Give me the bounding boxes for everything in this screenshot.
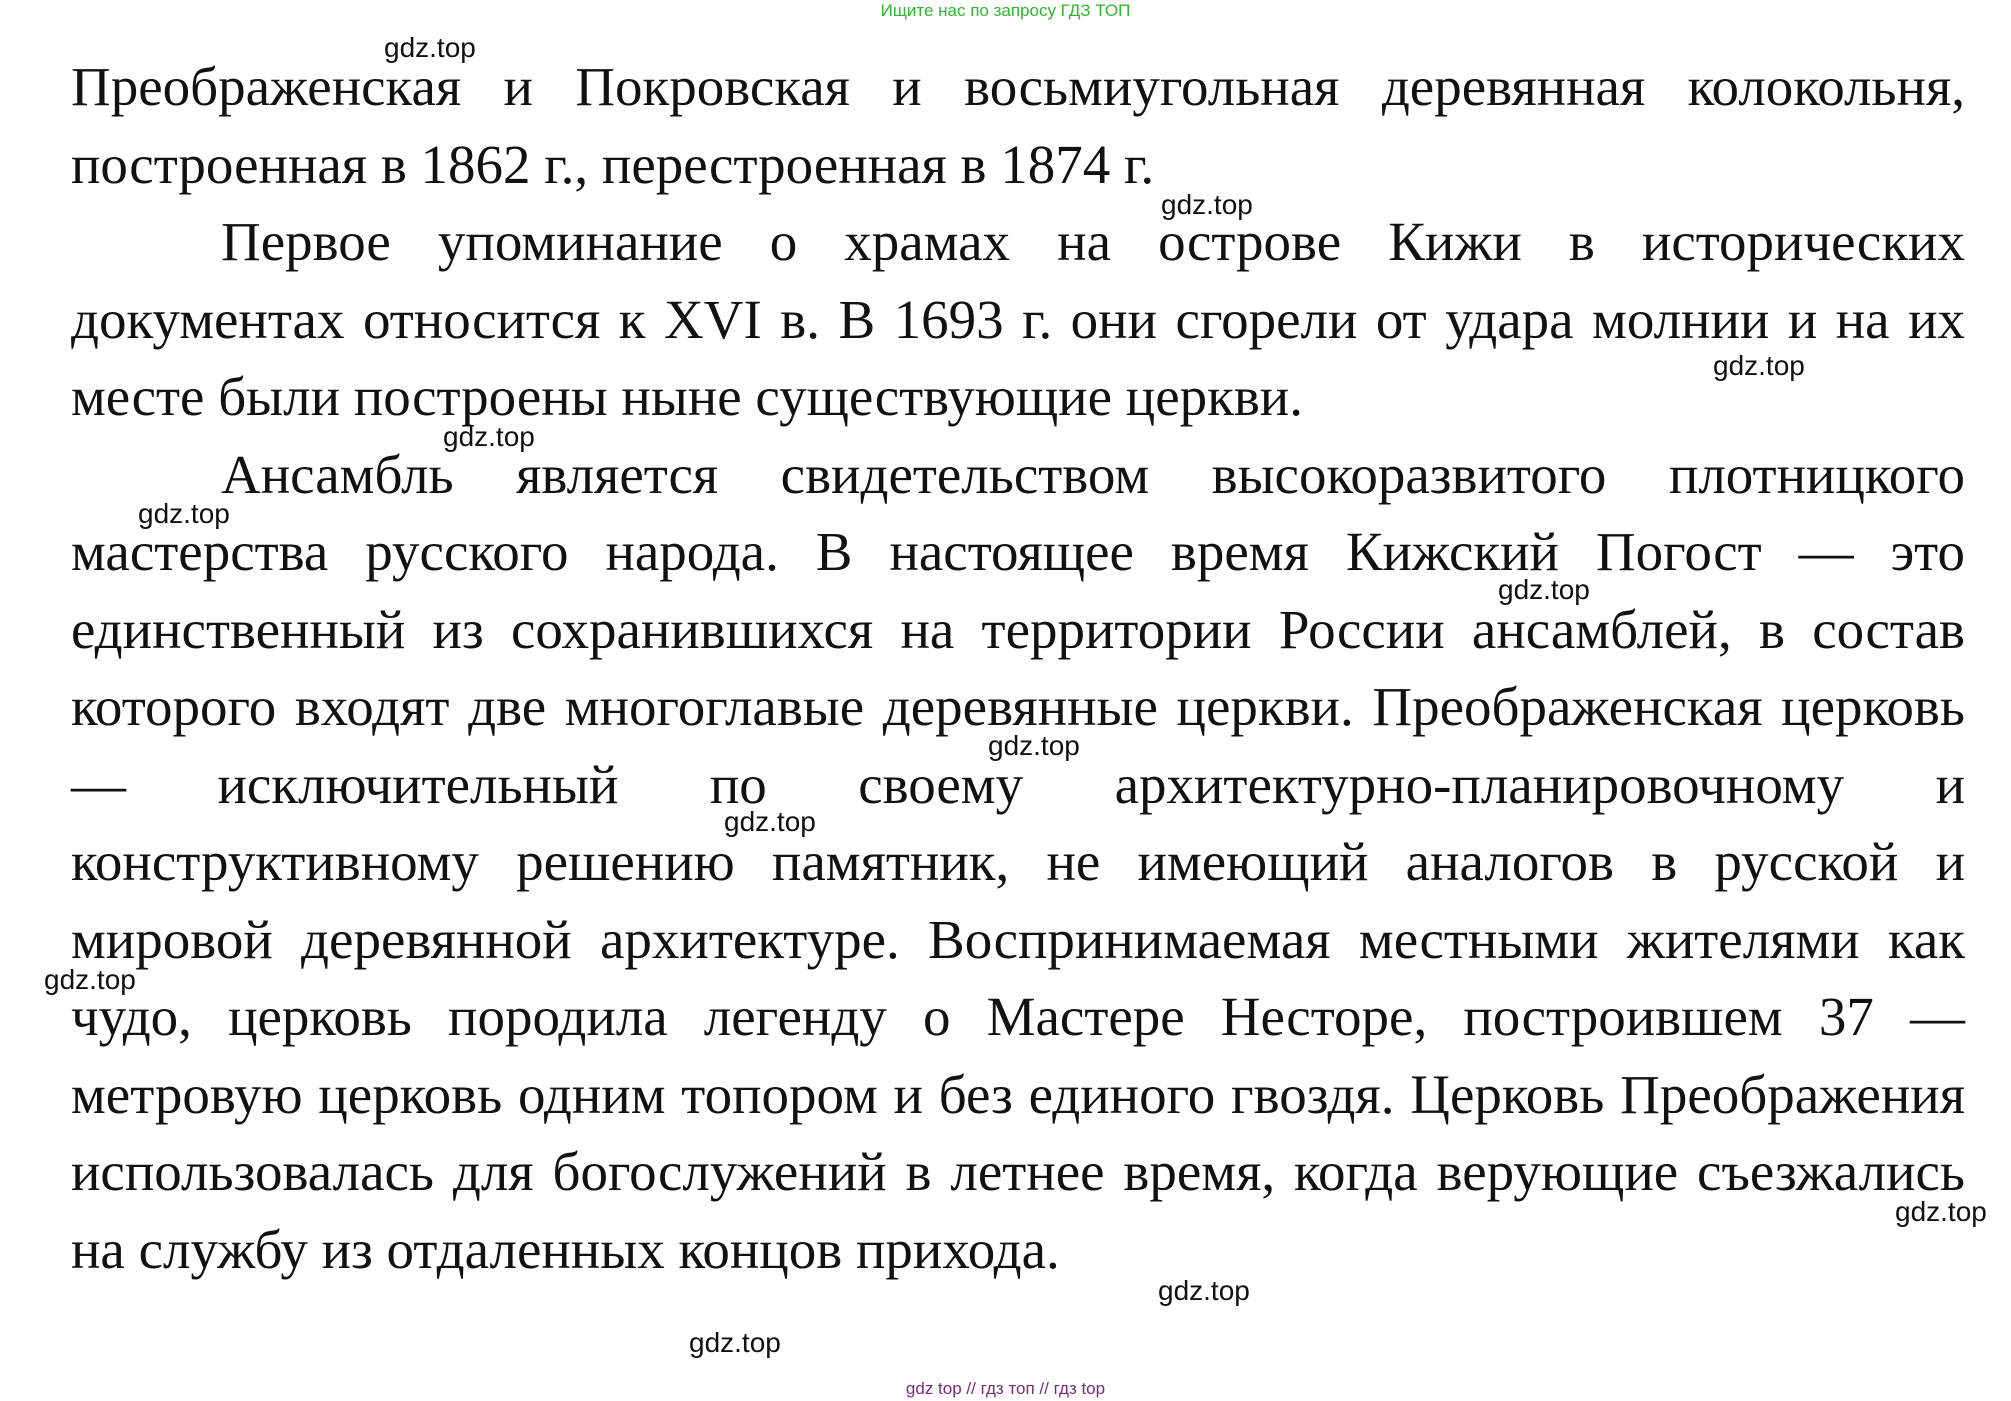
paragraph-3: Ансамбль является свидетельством высокоразвитого плотницкого мастерства русского народа. В настоящее время Кижский Погост — это единственный из сохранившихся на территории России ансамблей, в состав которого входят две многоглавые деревянные церкви. Преображенская церковь — исключительный по своему архитектурно-планировочному и конструктивному решению памятник, не имеющий аналогов в русской и мировой деревянной архитектуре. Воспринимаемая местными жителями как чудо, церковь породила легенду о Мастере Несторе, построившем 37 — метровую церковь одним топором и без единого гвоздя. Церковь Преображения использовалась для богослужений в летнее время, когда верующие съезжались на службу из отдаленных концов прихода. [71, 443, 1965, 1280]
watermark: gdz.top [1713, 350, 1805, 381]
watermark: gdz.top [443, 421, 535, 452]
footer-links: gdz top // гдз топ // гдз top [905, 1379, 1106, 1398]
watermark: gdz.top [988, 730, 1080, 761]
watermark: gdz.top [724, 806, 816, 837]
watermark: gdz.top [1158, 1275, 1250, 1306]
paragraph-1: Преображенская и Покровская и восьмиугольная деревянная колокольня, построенная в 1862 г., перестроенная в 1874 г. [71, 56, 1965, 195]
watermark: gdz.top [384, 32, 476, 63]
watermark: gdz.top [138, 498, 230, 529]
document-text [71, 48, 1965, 1288]
watermark: gdz.top [1161, 189, 1253, 220]
top-banner: Ищите нас по запросу ГДЗ ТОП [880, 1, 1131, 20]
watermark: gdz.top [1895, 1196, 1987, 1227]
watermark: gdz.top [689, 1327, 781, 1358]
watermark: gdz.top [1498, 574, 1590, 605]
paragraph-2: Первое упоминание о храмах на острове Кижи в исторических документах относится к XVI в. В 1693 г. они сгорели от удара молнии и на их месте были построены ныне существующие церкви. [71, 211, 1965, 427]
watermark: gdz.top [44, 964, 136, 995]
